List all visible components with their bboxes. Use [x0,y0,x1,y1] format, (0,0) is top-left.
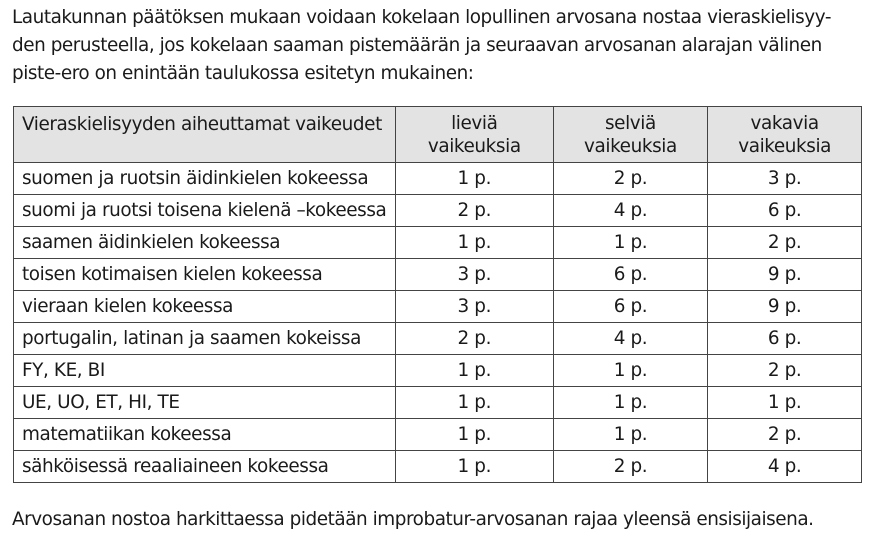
row-label: vieraan kielen kokeessa [14,291,396,323]
header-severe [708,107,862,163]
row-label: matematiikan kokeessa [14,419,396,451]
intro-line: den perusteella, jos kokelaan saaman pistemäärän ja seuraavan arvosanan alarajan välinen [12,35,822,56]
points-cell: 1 p. [395,387,553,419]
points-cell: 4 p. [553,195,708,227]
points-cell: 9 p. [708,259,862,291]
points-cell: 6 p. [708,195,862,227]
points-cell: 9 p. [708,291,862,323]
header-difficulty [14,107,396,163]
table-row [14,387,862,419]
grade-raise-table [13,106,862,483]
points-cell: 1 p. [395,227,553,259]
header-text: vaikeuksia [738,135,832,157]
points-cell: 1 p. [395,451,553,483]
row-label: toisen kotimaisen kielen kokeessa [14,259,396,291]
points-cell: 6 p. [553,291,708,323]
header-text: lieviä [451,112,498,134]
row-label: saamen äidinkielen kokeessa [14,227,396,259]
table-row [14,227,862,259]
intro-paragraph [12,4,872,88]
points-cell: 2 p. [553,163,708,195]
row-label: FY, KE, BI [14,355,396,387]
header-mild [395,107,553,163]
points-cell: 2 p. [395,323,553,355]
table-row [14,355,862,387]
outro-paragraph: Arvosanan nostoa harkittaessa pidetään improbatur-arvosanan rajaa yleensä ensisijaisena. [12,509,814,530]
points-cell: 2 p. [708,355,862,387]
points-cell: 1 p. [708,387,862,419]
points-cell: 4 p. [553,323,708,355]
points-cell: 1 p. [553,419,708,451]
header-text: vaikeuksia [584,135,677,157]
points-cell: 3 p. [395,259,553,291]
header-text: Vieraskielisyyden aiheuttamat vaikeudet [22,114,382,135]
table-row [14,451,862,483]
table-row [14,419,862,451]
row-label: suomi ja ruotsi toisena kielenä –kokeessa [14,195,396,227]
table-row [14,163,862,195]
points-cell: 3 p. [708,163,862,195]
header-text: selviä [605,112,656,134]
row-label: portugalin, latinan ja saamen kokeissa [14,323,396,355]
table-row [14,323,862,355]
points-cell: 2 p. [708,419,862,451]
points-cell: 2 p. [553,451,708,483]
header-text: vaikeuksia [427,135,521,157]
table-row [14,291,862,323]
points-cell: 1 p. [553,355,708,387]
points-cell: 6 p. [708,323,862,355]
points-cell: 1 p. [553,387,708,419]
points-cell: 4 p. [708,451,862,483]
points-cell: 1 p. [395,163,553,195]
points-cell: 1 p. [553,227,708,259]
row-label: sähköisessä reaaliaineen kokeessa [14,451,396,483]
points-cell: 2 p. [708,227,862,259]
row-label: UE, UO, ET, HI, TE [14,387,396,419]
header-clear [553,107,708,163]
row-label: suomen ja ruotsin äidinkielen kokeessa [14,163,396,195]
points-cell: 6 p. [553,259,708,291]
intro-line: Lautakunnan päätöksen mukaan voidaan kokelaan lopullinen arvosana nostaa vieraskielisyy- [12,7,832,28]
points-cell: 3 p. [395,291,553,323]
header-text: vakavia [750,112,819,134]
points-cell: 2 p. [395,195,553,227]
points-cell: 1 p. [395,419,553,451]
table-row [14,259,862,291]
table-body [14,163,862,483]
table-row [14,195,862,227]
points-cell: 1 p. [395,355,553,387]
intro-line: piste-ero on enintään taulukossa esitetyn mukainen: [12,63,474,84]
table-header-row [14,107,862,163]
